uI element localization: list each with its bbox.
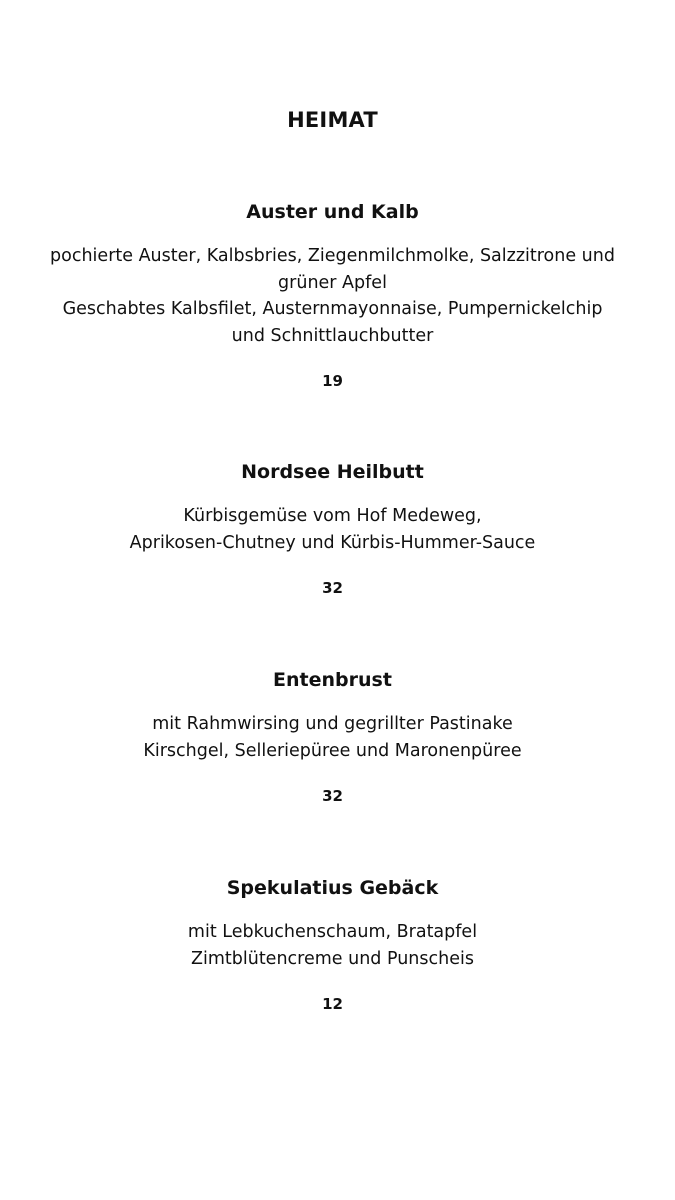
dish-item xyxy=(0,459,665,598)
dish-item xyxy=(0,875,665,1014)
dish-price: 19 xyxy=(322,372,343,390)
dish-description: Kürbisgemüse vom Hof Medeweg, Aprikosen-Chutney und Kürbis-Hummer-Sauce xyxy=(129,506,536,553)
dish-item xyxy=(0,667,665,806)
dish-name: Nordsee Heilbutt xyxy=(241,461,424,483)
dish-price: 12 xyxy=(322,995,343,1013)
dish-price: 32 xyxy=(322,579,343,597)
dish-name: Auster und Kalb xyxy=(246,201,419,223)
dish-name: Spekulatius Gebäck xyxy=(226,877,439,899)
dish-item xyxy=(0,199,665,391)
dish-description: mit Lebkuchenschaum, Bratapfel Zimtblütencreme und Punscheis xyxy=(187,922,478,969)
menu-title: HEIMAT xyxy=(287,108,378,132)
dish-description: mit Rahmwirsing und gegrillter Pastinake Kirschgel, Selleriepüree und Maronenpüree xyxy=(143,714,522,761)
dish-price: 32 xyxy=(322,787,343,805)
dish-description: pochierte Auster, Kalbsbries, Ziegenmilchmolke, Salzzitrone und grüner Apfel Geschabtes Kalbsfilet, Austernmayonnaise, Pumpernickelchip und Schnittlauchbutter xyxy=(50,246,615,346)
dish-name: Entenbrust xyxy=(273,669,392,691)
